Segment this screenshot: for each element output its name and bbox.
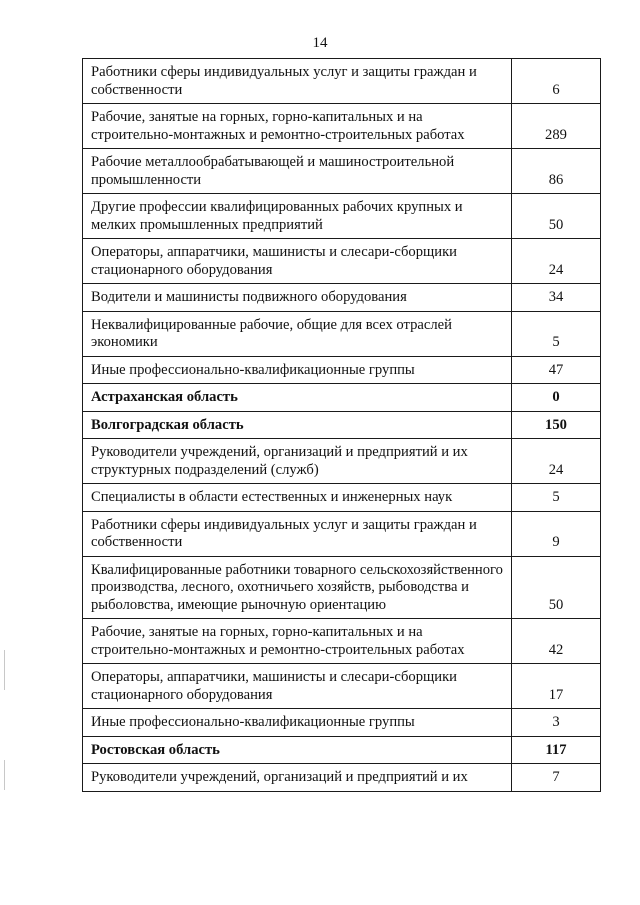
scan-edge-mark — [4, 650, 5, 690]
table-row — [83, 239, 601, 284]
table-row — [83, 284, 601, 312]
occupation-count: 50 — [512, 556, 601, 619]
occupation-count: 3 — [512, 709, 601, 737]
occupation-count: 6 — [512, 59, 601, 104]
occupation-name: Операторы, аппаратчики, машинисты и слесари-сборщики стационарного оборудования — [83, 664, 512, 709]
table-row — [83, 59, 601, 104]
occupation-count: 50 — [512, 194, 601, 239]
occupation-count: 5 — [512, 311, 601, 356]
occupation-count: 42 — [512, 619, 601, 664]
occupation-count: 47 — [512, 356, 601, 384]
region-total: 0 — [512, 384, 601, 412]
table-row — [83, 664, 601, 709]
table-row — [83, 619, 601, 664]
region-row — [83, 384, 601, 412]
table-row — [83, 484, 601, 512]
region-total: 150 — [512, 411, 601, 439]
occupation-name: Работники сферы индивидуальных услуг и защиты граждан и собственности — [83, 511, 512, 556]
occupation-name: Специалисты в области естественных и инженерных наук — [83, 484, 512, 512]
table-row — [83, 709, 601, 737]
occupation-name: Квалифицированные работники товарного сельскохозяйственного производства, лесного, охотничьего хозяйств, рыбоводства и рыболовства, имеющие рыночную ориентацию — [83, 556, 512, 619]
table-row — [83, 511, 601, 556]
occupation-count: 86 — [512, 149, 601, 194]
region-row — [83, 411, 601, 439]
occupation-count: 5 — [512, 484, 601, 512]
occupation-name: Работники сферы индивидуальных услуг и защиты граждан и собственности — [83, 59, 512, 104]
occupation-count: 34 — [512, 284, 601, 312]
occupation-name: Рабочие, занятые на горных, горно-капитальных и на строительно-монтажных и ремонтно-строительных работах — [83, 619, 512, 664]
table-row — [83, 439, 601, 484]
region-name: Астраханская область — [83, 384, 512, 412]
occupation-count: 289 — [512, 104, 601, 149]
region-row — [83, 736, 601, 764]
table-row — [83, 104, 601, 149]
occupation-name: Иные профессионально-квалификационные группы — [83, 709, 512, 737]
occupation-count: 9 — [512, 511, 601, 556]
scan-edge-mark — [4, 760, 5, 790]
occupation-name: Другие профессии квалифицированных рабочих крупных и мелких промышленных предприятий — [83, 194, 512, 239]
table-row — [83, 194, 601, 239]
table-body — [83, 59, 601, 792]
occupation-name: Неквалифицированные рабочие, общие для всех отраслей экономики — [83, 311, 512, 356]
table-row — [83, 764, 601, 792]
occupation-name: Операторы, аппаратчики, машинисты и слесари-сборщики стационарного оборудования — [83, 239, 512, 284]
table-row — [83, 149, 601, 194]
occupation-count: 7 — [512, 764, 601, 792]
occupation-name: Рабочие, занятые на горных, горно-капитальных и на строительно-монтажных и ремонтно-строительных работах — [83, 104, 512, 149]
table-row — [83, 356, 601, 384]
occupation-count: 24 — [512, 439, 601, 484]
occupation-count: 17 — [512, 664, 601, 709]
table-row — [83, 556, 601, 619]
occupation-name: Иные профессионально-квалификационные группы — [83, 356, 512, 384]
occupation-name: Руководители учреждений, организаций и предприятий и их — [83, 764, 512, 792]
occupation-name: Руководители учреждений, организаций и предприятий и их структурных подразделений (служб) — [83, 439, 512, 484]
page-number: 14 — [312, 35, 328, 51]
region-total: 117 — [512, 736, 601, 764]
occupation-name: Рабочие металлообрабатывающей и машиностроительной промышленности — [83, 149, 512, 194]
region-name: Ростовская область — [83, 736, 512, 764]
occupation-count: 24 — [512, 239, 601, 284]
table-row — [83, 311, 601, 356]
occupation-table — [82, 58, 601, 792]
region-name: Волгоградская область — [83, 411, 512, 439]
occupation-name: Водители и машинисты подвижного оборудования — [83, 284, 512, 312]
